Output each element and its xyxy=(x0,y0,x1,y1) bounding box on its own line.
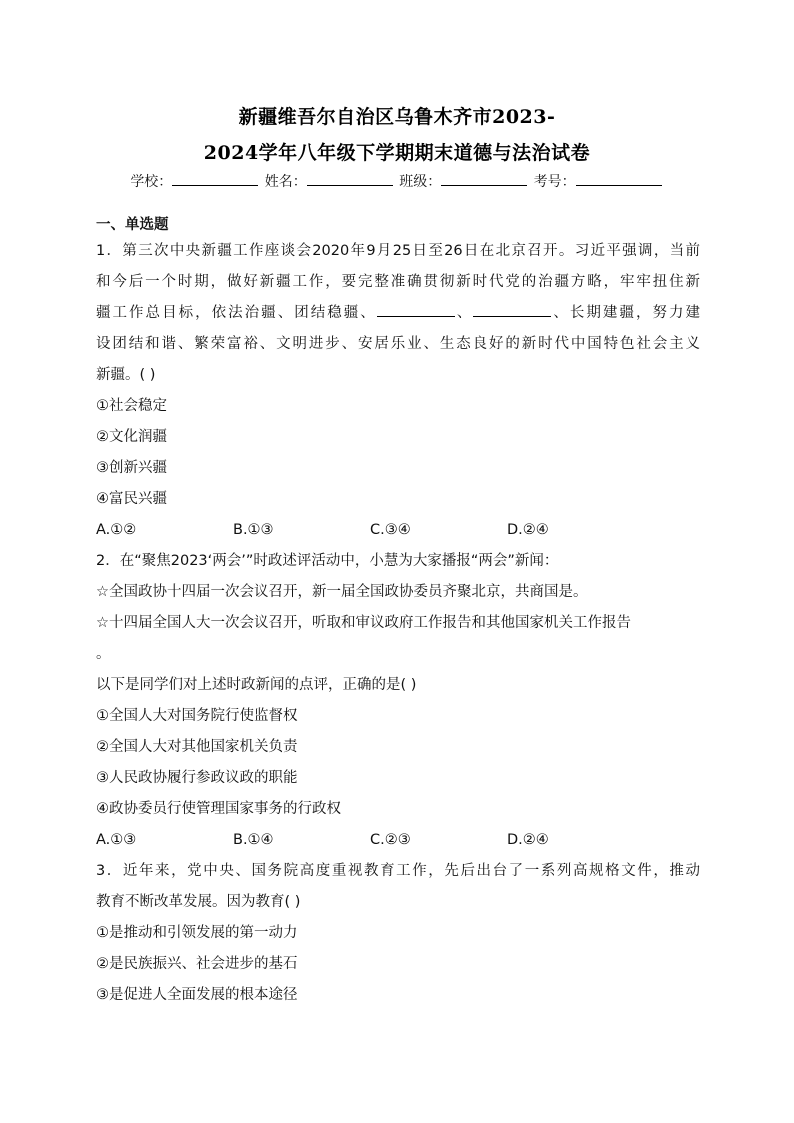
choice-a[interactable]: A.①② xyxy=(96,522,137,538)
name-label: 姓名： xyxy=(264,174,307,190)
fill-blank-1 xyxy=(377,302,455,317)
question-1-option: ④富民兴疆 xyxy=(96,491,167,507)
name-blank[interactable] xyxy=(307,171,393,186)
question-3-option: ①是推动和引领发展的第一动力 xyxy=(96,925,298,941)
choice-c[interactable]: C.②③ xyxy=(370,832,411,848)
class-label: 班级： xyxy=(399,174,442,190)
school-label: 学校： xyxy=(130,174,173,190)
exam-content xyxy=(96,214,700,1011)
question-2-stem-line: 。 xyxy=(96,646,111,662)
question-1-option: ③创新兴疆 xyxy=(96,460,167,476)
section-heading: 一、单选题 xyxy=(96,217,169,233)
question-1-option: ②文化润疆 xyxy=(96,429,167,445)
school-blank[interactable] xyxy=(172,171,258,186)
question-2-stem-line: 以下是同学们对上述时政新闻的点评，正确的是( ) xyxy=(96,677,417,693)
question-3 xyxy=(96,856,700,1011)
question-1-stem-text: 、长期建疆，努力建 xyxy=(551,305,701,321)
student-info-row xyxy=(0,171,794,191)
question-1-stem-line: 1．第三次中央新疆工作座谈会2020年9月25日至26日在北京召开。习近平强调，当前 xyxy=(96,243,700,259)
question-3-stem-line: 教育不断改革发展。因为教育( ) xyxy=(96,894,301,910)
question-2-stem-line: 2．在“聚焦2023‘两会’”时政述评活动中，小慧为大家播报“两会”新闻： xyxy=(96,553,559,569)
question-1-stem-line: 新疆。( ) xyxy=(96,367,156,383)
question-2-option: ③人民政协履行参政议政的职能 xyxy=(96,770,298,786)
choice-d[interactable]: D.②④ xyxy=(507,522,549,538)
choice-b[interactable]: B.①④ xyxy=(233,832,274,848)
question-3-option: ②是民族振兴、社会进步的基石 xyxy=(96,956,298,972)
question-1 xyxy=(96,236,700,546)
exam-number-blank[interactable] xyxy=(576,171,662,186)
question-1-stem-line: 设团结和谐、繁荣富裕、文明进步、安居乐业、生态良好的新时代中国特色社会主义 xyxy=(96,336,700,352)
fill-blank-2 xyxy=(473,302,551,317)
question-1-stem-text: 疆工作总目标，依法治疆、团结稳疆、 xyxy=(96,305,377,321)
exam-title-line-1: 新疆维吾尔自治区乌鲁木齐市2023- xyxy=(238,106,556,128)
question-2-option: ④政协委员行使管理国家事务的行政权 xyxy=(96,801,341,817)
choice-a[interactable]: A.①③ xyxy=(96,832,137,848)
choice-d[interactable]: D.②④ xyxy=(507,832,549,848)
exam-title-line-2: 2024学年八年级下学期期末道德与法治试卷 xyxy=(203,142,591,164)
question-2-news-item: ☆十四届全国人大一次会议召开，听取和审议政府工作报告和其他国家机关工作报告 xyxy=(96,615,631,631)
question-3-stem-line: 3．近年来，党中央、国务院高度重视教育工作，先后出台了一系列高规格文件，推动 xyxy=(96,863,700,879)
choice-c[interactable]: C.③④ xyxy=(370,522,411,538)
question-1-choices xyxy=(96,515,700,546)
question-2-news-item: ☆全国政协十四届一次会议召开，新一届全国政协委员齐聚北京，共商国是。 xyxy=(96,584,588,600)
exam-number-label: 考号： xyxy=(533,174,576,190)
question-1-stem-line xyxy=(96,298,700,329)
question-2-option: ②全国人大对其他国家机关负责 xyxy=(96,739,298,755)
question-3-option: ③是促进人全面发展的根本途径 xyxy=(96,987,298,1003)
question-1-stem-line: 和今后一个时期，做好新疆工作，要完整准确贯彻新时代党的治疆方略，牢牢扭住新 xyxy=(96,274,700,290)
class-blank[interactable] xyxy=(441,171,527,186)
question-2-option: ①全国人大对国务院行使监督权 xyxy=(96,708,298,724)
question-2 xyxy=(96,546,700,856)
question-2-choices xyxy=(96,825,700,856)
question-1-stem-text: 、 xyxy=(454,305,474,321)
choice-b[interactable]: B.①③ xyxy=(233,522,274,538)
question-1-option: ①社会稳定 xyxy=(96,398,167,414)
